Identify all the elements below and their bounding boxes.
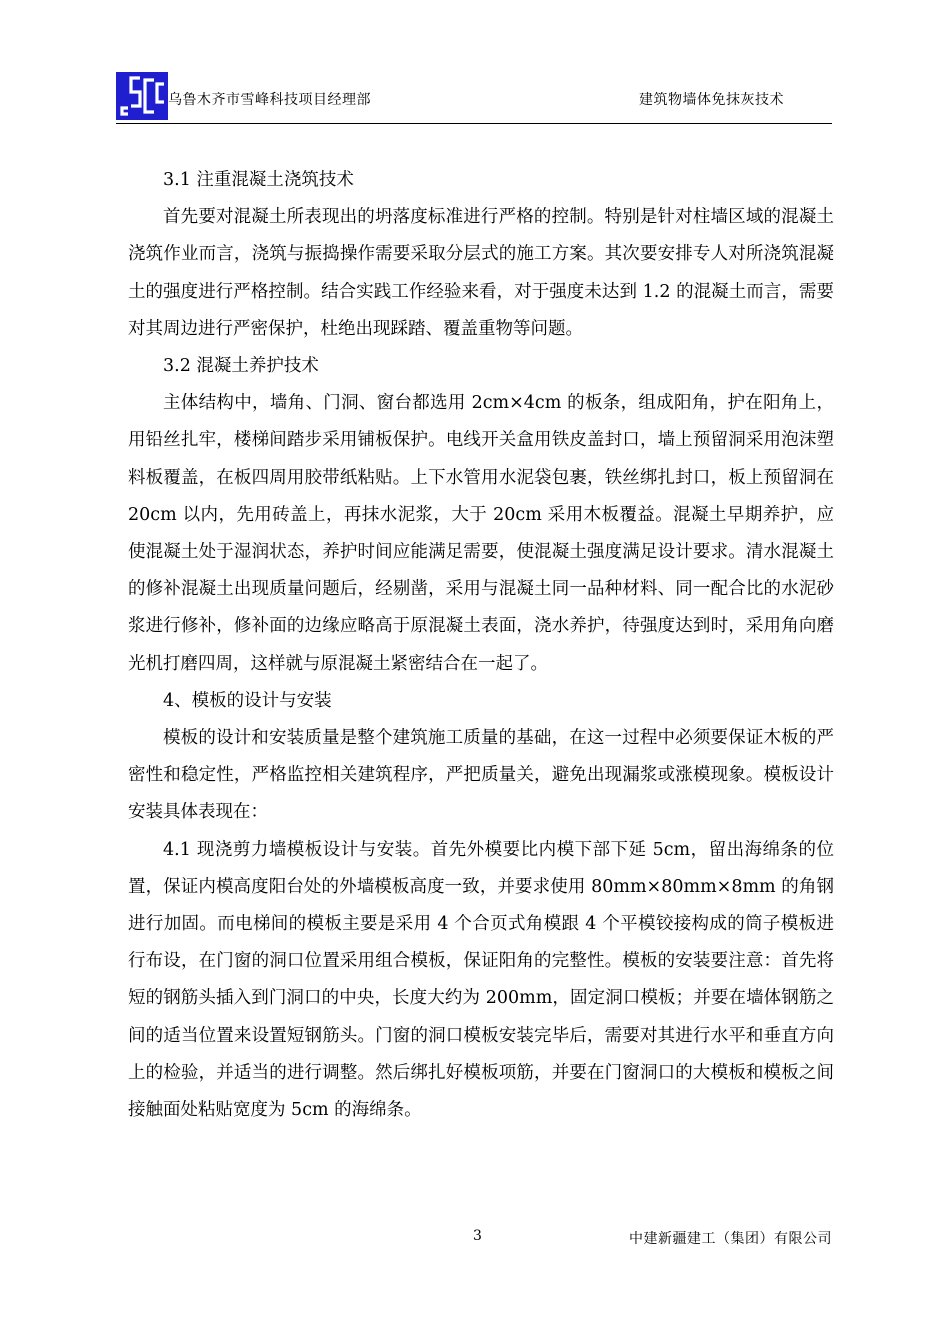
- page-number: 3: [473, 1228, 482, 1244]
- paragraph-formwork-intro: 模板的设计和安装质量是整个建筑施工质量的基础，在这一过程中必须要保证木板的严密性和稳定性，严格监控相关建筑程序，严把质量关，避免出现漏浆或涨模现象。模板设计安装具体表现在：: [128, 728, 834, 823]
- footer-company-name: 中建新疆建工（集团）有限公司: [629, 1231, 832, 1247]
- document-body: [128, 162, 834, 1129]
- section-heading-3-2: 3.2 混凝土养护技术: [163, 356, 319, 377]
- paragraph-shear-wall-formwork: 4.1 现浇剪力墙模板设计与安装。首先外模要比内模下部下延 5cm，留出海绵条的位置，保证内模高度阳台处的外墙模板高度一致，并要求使用 80mm×80mm×8mm 的角钢进行加固。而电梯间的模板主要是采用 4 个合页式角模跟 4 个平模铰接构成的筒子模板进行布设，在门窗的洞口位置采用组合模板，保证阳角的完整性。模板的安装要注意：首先将短的钢筋头插入到门洞口的中央，长度大约为 200mm，固定洞口模板；并要在墙体钢筋之间的适当位置来设置短钢筋头。门窗的洞口模板安装完毕后，需要对其进行水平和垂直方向上的检验，并适当的进行调整。然后绑扎好模板项筋，并要在门窗洞口的大模板和模板之间接触面处粘贴宽度为 5cm 的海绵条。: [128, 839, 834, 1121]
- cscec-logo-mark: [116, 72, 168, 120]
- paragraph-concrete-curing: 主体结构中，墙角、门洞、窗台都选用 2cm×4cm 的板条，组成阳角，护在阳角上，用铅丝扎牢，楼梯间踏步采用铺板保护。电线开关盒用铁皮盖封口，墙上预留洞采用泡沫塑料板覆盖，在板四周用胶带纸粘贴。上下水管用水泥袋包裹，铁丝绑扎封口，板上预留洞在 20cm 以内，先用砖盖上，再抹水泥浆，大于 20cm 采用木板覆益。混凝土早期养护，应使混凝土处于湿润状态，养护时间应能满足需要，使混凝土强度满足设计要求。清水混凝土的修补混凝土出现质量问题后，经剔凿，采用与混凝土同一品种材料、同一配合比的水泥砂浆进行修补，修补面的边缘应略高于原混凝土表面，浇水养护，待强度达到时，采用角向磨光机打磨四周，这样就与原混凝土紧密结合在一起了。: [128, 393, 834, 674]
- cscec-logo: [116, 72, 168, 120]
- page-header: [116, 72, 832, 124]
- header-divider: [116, 123, 832, 124]
- paragraph-concrete-pouring: 首先要对混凝土所表现出的坍落度标准进行严格的控制。特别是针对柱墙区域的混凝土浇筑作业而言，浇筑与振捣操作需要采取分层式的施工方案。其次要安排专人对所浇筑混凝土的强度进行严格控制。结合实践工作经验来看，对于强度未达到 1.2 的混凝土而言，需要对其周边进行严密保护，杜绝出现踩踏、覆盖重物等问题。: [128, 207, 834, 339]
- project-department-name: 乌鲁木齐市雪峰科技项目经理部: [168, 92, 371, 108]
- section-heading-3-1: 3.1 注重混凝土浇筑技术: [163, 170, 354, 190]
- document-title: 建筑物墙体免抹灰技术: [639, 92, 784, 108]
- section-heading-4: 4、模板的设计与安装: [163, 690, 332, 711]
